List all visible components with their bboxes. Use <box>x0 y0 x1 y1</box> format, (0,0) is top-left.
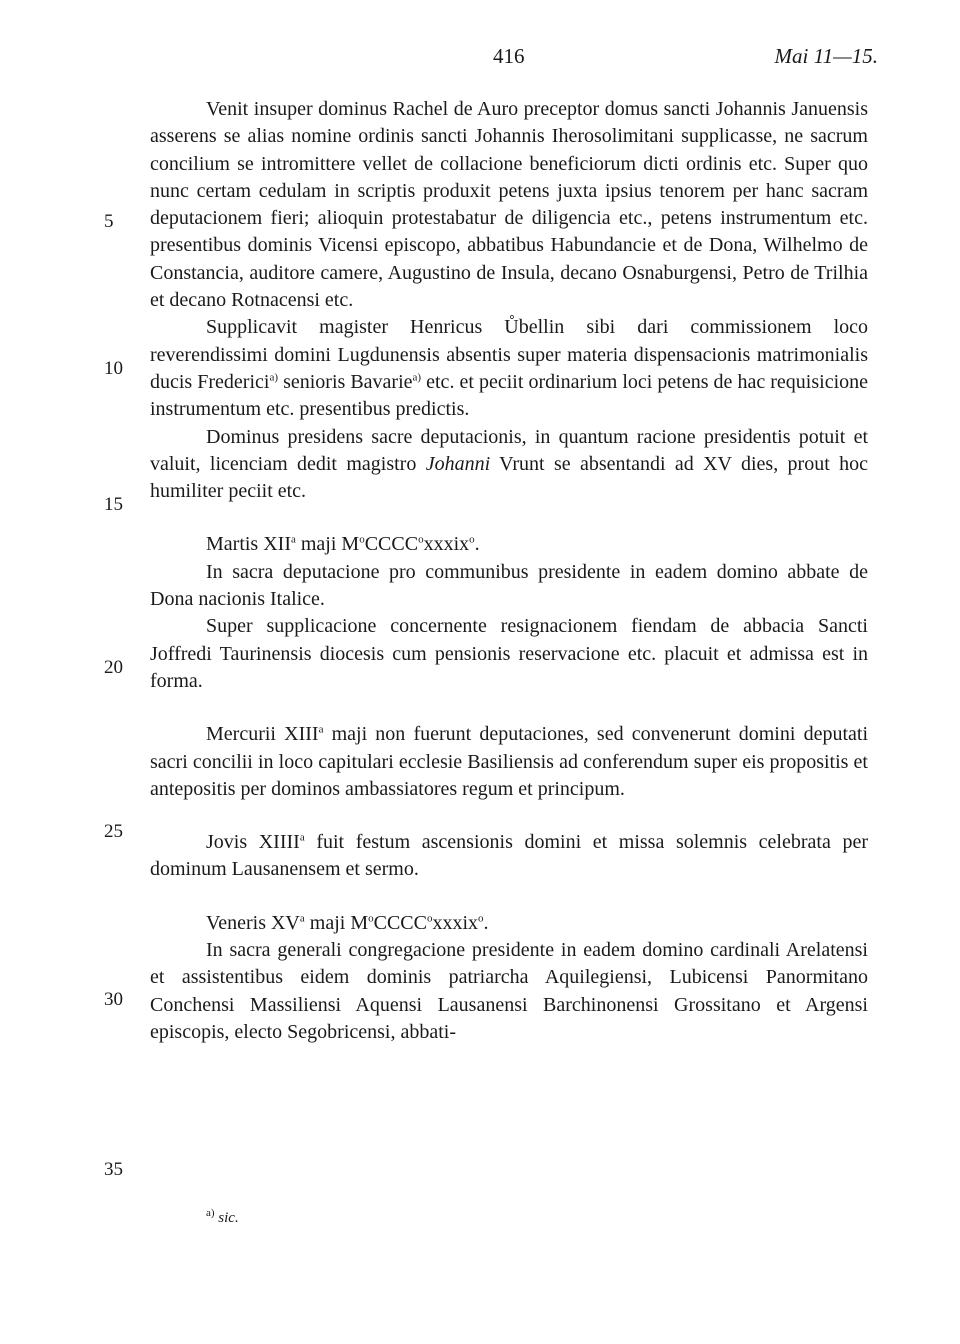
superscript: a <box>299 912 305 925</box>
paragraph-rachel <box>150 96 868 314</box>
line-number: 30 <box>104 989 123 1010</box>
paragraph-text: etc. et peciit ordinarium loci petens de hac requisicione instrumentum etc. presentibus predictis. <box>150 370 869 421</box>
line-number: 15 <box>104 494 123 515</box>
spacer <box>150 505 868 531</box>
paragraph-text: senioris Bavarie <box>278 370 413 393</box>
paragraph-deputacione <box>150 559 868 614</box>
running-head: Mai 11—15. <box>774 44 878 68</box>
footnote-text: sic. <box>218 1210 239 1226</box>
superscript: o <box>426 912 433 925</box>
paragraph-text: Jovis XIIII <box>206 831 300 854</box>
superscript: o <box>469 533 475 546</box>
footnote <box>206 1207 239 1227</box>
paragraph-text: Mercurii XIII <box>206 723 319 746</box>
paragraph-supplicacione <box>150 613 868 695</box>
date-text: . <box>474 533 480 556</box>
paragraph-text: In sacra deputacione pro communibus presidente in eadem domino abbate de Dona nacionis Italice. <box>150 560 868 611</box>
body-text <box>150 96 868 1046</box>
paragraph-text: In sacra generali congregacione presidente in eadem domino cardinali Arelatensi et assistentibus eidem dominis patriarcha Aquilegiensi, Lubicensi Panormitano Conchensi Massiliensi Aquensi Lausanensi Barchinonensi Grossitano et Argensi episcopis, electo Segobricensi, abbati- <box>150 939 868 1043</box>
line-number: 20 <box>104 657 123 678</box>
line-number: 25 <box>104 821 123 842</box>
superscript: o <box>478 912 484 925</box>
date-heading-martis <box>150 531 868 558</box>
paragraph-jovis <box>150 829 868 884</box>
line-number: 10 <box>104 358 123 379</box>
footnote-ref: a) <box>269 371 279 384</box>
date-text: maji M <box>295 533 360 556</box>
date-text: xxxix <box>432 911 479 934</box>
date-text: CCCC <box>364 533 419 556</box>
paragraph-text: Vrunt se absentandi ad XV dies, prout hoc humiliter peciit etc. <box>150 452 869 503</box>
date-text: Veneris XV <box>206 911 300 934</box>
paragraph-ubellin <box>150 314 868 423</box>
paragraph-text: Super supplicacione concernente resignacionem fiendam de abbacia Sancti Joffredi Taurinensis diocesis cum pensionis reservacione etc. placuit et admissa est in forma. <box>150 615 868 692</box>
paragraph-mercurii <box>150 721 868 803</box>
superscript: a <box>290 533 296 546</box>
paragraph-text: Venit insuper dominus Rachel de Auro preceptor domus sancti Johannis Januensis asserens se alias nomine ordinis sancti Johannis Iherosolimitani supplicasse, ne sacrum concilium se intromittere vellet de collacione beneficiorum dicti ordinis etc. Super quo nunc certam cedulam in scriptis produxit petens juxta ipsius tenorem per hanc sacram deputacionem fieri; alioquin protestabatur de diligencia etc., petens instrumentum etc. presentibus dominis Vicensi episcopo, abbatibus Habundancie et de Dona, Wilhelmo de Constancia, auditore camere, Augustino de Insula, decano Osnaburgensi, Petro de Trilhia et decano Rotnacensi etc. <box>150 98 868 312</box>
line-number: 5 <box>104 211 114 232</box>
footnote-ref: a) <box>412 371 422 384</box>
page-number: 416 <box>493 44 525 68</box>
superscript: o <box>418 533 424 546</box>
paragraph-presidens <box>150 424 868 506</box>
date-heading-veneris <box>150 910 868 937</box>
superscript: o <box>368 912 374 925</box>
superscript: a <box>318 723 324 736</box>
paragraph-text: Dominus presidens sacre deputacionis, in quantum racione presidentis potuit et valuit, licenciam dedit magistro <box>150 425 868 475</box>
paragraph-congregacione <box>150 937 868 1046</box>
line-number: 35 <box>104 1159 123 1180</box>
italic-name: Johanni <box>425 452 491 475</box>
spacer <box>150 695 868 721</box>
footnote-mark: a) <box>206 1207 215 1219</box>
date-text: Martis XII <box>206 533 291 556</box>
paragraph-text: Supplicavit magister Henricus Ůbellin sibi dari commissionem loco reverendissimi domini Lugdunensis absentis super materia dispensacionis matrimonialis ducis Frederici <box>150 316 868 393</box>
spacer <box>150 803 868 829</box>
paragraph-text: maji non fuerunt deputaciones, sed convenerunt domini deputati sacri concilii in loco capitulari ecclesie Basiliensis ad conferendum super eis propositis et antepositis per dominos ambassiatores regum et principum. <box>150 723 868 800</box>
date-text: maji M <box>304 911 369 934</box>
page-header <box>0 44 960 84</box>
superscript: o <box>359 533 365 546</box>
spacer <box>150 884 868 910</box>
date-text: xxxix <box>423 533 470 556</box>
superscript: a <box>299 831 305 844</box>
date-text: CCCC <box>373 911 427 934</box>
date-text: . <box>483 911 489 934</box>
paragraph-text: fuit festum ascensionis domini et missa solemnis celebrata per dominum Lausanensem et sermo. <box>150 831 868 881</box>
